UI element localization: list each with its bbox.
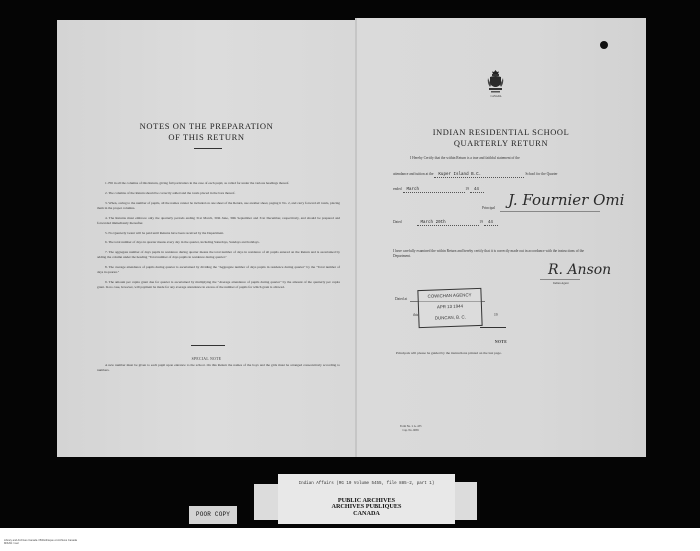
note-item: 4. The Returns must embrace only the quarterly periods ending 31st March, 30th June, 30th September and 31st December, respectively, and should be prepared and forwarded immediately thereafter.	[97, 215, 340, 225]
crest-caption: CANADA	[490, 95, 502, 98]
archive-reference: Indian Affairs (RG 10 Volume 5455, file 885-2, part 1)	[298, 482, 435, 486]
title-divider	[194, 148, 222, 149]
label-tab-left	[254, 484, 278, 520]
note-item: 3. When, owing to the number of pupils, all the names cannot be included on one sheet of the Return, use another sheet, paging it No. 2, and carry forward all totals, placing them in the proper columns.	[97, 200, 340, 210]
page-fold	[355, 18, 357, 457]
certify-statement: I Hereby Certify that the within Return is a true and faithful statement of the	[410, 156, 520, 160]
note-title: NOTE	[494, 340, 508, 344]
form-number-line: Form No. I. A. 433	[400, 425, 422, 428]
left-page	[57, 20, 356, 457]
quarter-ended-line	[393, 187, 484, 193]
school-suffix: School for the Quarter	[525, 172, 558, 176]
examined-statement: I have carefully examined the within Return and hereby certify that it is correctly made out in accordance with the instructions of the Department.	[393, 249, 584, 258]
poor-copy-label: POOR COPY	[189, 506, 237, 524]
year-prefix: 19	[494, 313, 498, 317]
right-page-title	[356, 127, 646, 149]
label-tab-right	[455, 482, 477, 520]
year-prefix: 19	[465, 187, 469, 191]
attendance-label: attendance and tuition at the	[393, 172, 434, 176]
note-item: 6. The total number of days in quarter means every day in the quarter, including Saturdays, Sundays and holidays.	[105, 240, 260, 245]
title-line-1: INDIAN RESIDENTIAL SCHOOL	[432, 128, 570, 137]
this-label: this	[413, 313, 419, 317]
form-sub-line: Cap. No. 6065	[402, 429, 419, 432]
agent-signature: R. Anson	[548, 262, 612, 278]
footer-line-1: Library and Archives Canada / Bibliothèque et Archives Canada	[4, 539, 77, 542]
title-line-1: NOTES ON THE PREPARATION	[139, 121, 274, 131]
note-item: 1. Fill in all the columns of this Return, giving full particulars in the case of each pupil, as called for under the various headings thereof.	[105, 181, 290, 185]
stamp-line-1: COWICHAN AGENCY	[427, 292, 472, 299]
school-name-field: Kuper Island B.C.	[434, 173, 524, 178]
stamp-line-3: DUNCAN, B. C.	[434, 314, 466, 321]
special-note-text: A new number must be given to each pupil upon entrance to the school. On this Return the names of the boys and the girls must be arranged consecutively according to numbers.	[97, 363, 340, 373]
note-item: 2. The columns of the Return should be correctly added and the totals placed in the bars thereof.	[105, 190, 236, 195]
note-item: 9. The amount per capita grant due for quarter is ascertained by multiplying the "Average attendance of pupils during quarter" by the amount of the quarterly per capita grant. In no case, however, will payment be made for any average attendance in excess of the number of pupils for which grant is allowed.	[97, 280, 340, 290]
note-item: 8. The average attendance of pupils during quarter is ascertained by dividing the "Aggregate number of days pupils in residence during quarter" by the "Total number of days in quarter."	[97, 265, 340, 275]
attendance-line	[393, 172, 558, 178]
principal-label: Principal	[482, 206, 495, 210]
stamp-date: APR 13 1944	[436, 303, 464, 310]
note-text: Principals will please be guided by the instructions printed on the last page.	[396, 351, 502, 355]
footer-line-2: MIKAN / reel	[4, 542, 19, 546]
year-field: 44	[484, 221, 498, 226]
special-note-title: SPECIAL NOTE	[191, 357, 222, 361]
quarter-ended-field: March	[403, 188, 465, 193]
ended-label: ended	[393, 187, 402, 191]
dated-field: March 20th	[417, 221, 479, 226]
form-number	[400, 425, 421, 433]
archive-org	[278, 498, 455, 517]
note-divider	[480, 327, 506, 328]
canada-coat-of-arms-icon	[487, 70, 504, 94]
notes-list	[97, 181, 340, 295]
principal-signature: J. Fournier Omi	[508, 191, 625, 209]
year-field: 44	[470, 188, 484, 193]
left-page-title	[57, 121, 356, 143]
year-prefix: 19	[479, 220, 483, 224]
dated-label: Dated	[393, 220, 402, 224]
note-item: 7. The aggregate number of days pupils in residence during quarter means the total number of days in residence of all pupils entered on the Return and is ascertained by adding the column under the heading "Total number of days pupils in residence during quarter."	[97, 250, 340, 260]
principal-line	[500, 211, 600, 212]
title-line-2: OF THIS RETURN	[168, 132, 245, 142]
note-item: 5. No Quarterly Grant will be paid until Returns have been received by the Department.	[105, 230, 225, 235]
archive-label	[278, 474, 455, 524]
agency-received-stamp	[417, 288, 482, 328]
title-line-2: QUARTERLY RETURN	[453, 139, 549, 148]
org-line-1: PUBLIC ARCHIVES	[337, 497, 396, 504]
dated-at-label: Dated at	[395, 297, 408, 301]
special-note-divider	[191, 345, 225, 346]
ink-blot	[600, 41, 608, 49]
agent-line	[540, 279, 580, 280]
agent-label: Indian Agent	[553, 281, 569, 285]
org-line-2: ARCHIVES PUBLIQUES	[331, 503, 402, 511]
right-page	[356, 18, 646, 457]
org-line-3: CANADA	[353, 509, 380, 517]
dated-line	[393, 220, 498, 226]
footer-credit	[4, 539, 77, 545]
